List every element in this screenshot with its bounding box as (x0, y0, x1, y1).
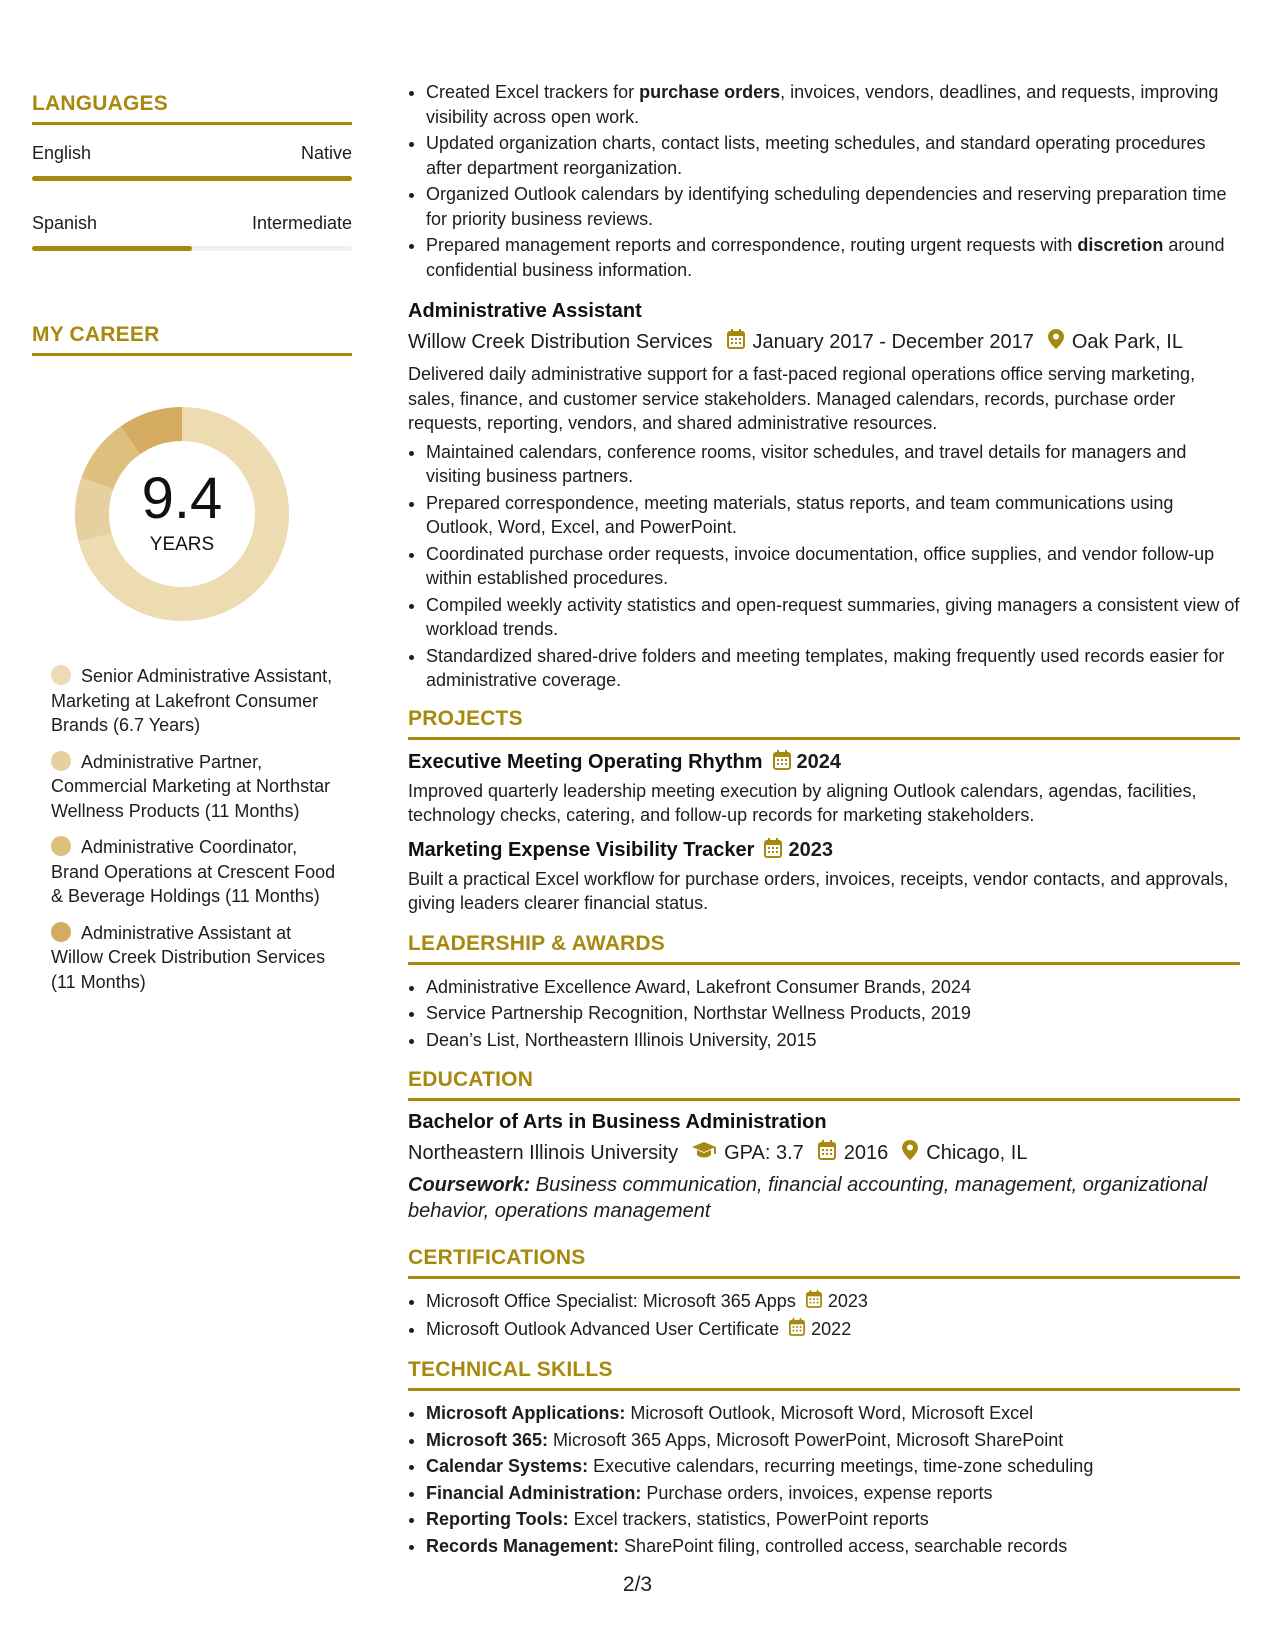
language-bar (32, 246, 352, 251)
list-item: • Created Excel trackers for purchase orders, invoices, vendors, deadlines, and requests, improving visibility across open work. (426, 80, 1240, 129)
legend-label: Administrative Assistant at Willow Creek Distribution Services (11 Months) (51, 922, 326, 992)
list-item: • Prepared management reports and correspondence, routing urgent requests with discretion around confidential business information. (426, 233, 1240, 282)
project-year: 2024 (796, 750, 842, 773)
education-year: 2016 (843, 1141, 889, 1164)
skills-title: TECHNICAL SKILLS (408, 1358, 1240, 1391)
education-meta (408, 1140, 1240, 1166)
coursework-label: Coursework: (408, 1174, 531, 1196)
list-item: • Microsoft Applications: Microsoft Outlook, Microsoft Word, Microsoft Excel (426, 1401, 1240, 1426)
job-entry (408, 300, 1240, 693)
career-title: MY CAREER (32, 323, 352, 356)
language-level: Intermediate (251, 213, 352, 233)
list-item: • Microsoft Office Specialist: Microsoft 365 Apps 2023 (426, 1289, 1240, 1315)
list-item: • Organized Outlook calendars by identifying scheduling dependencies and reserving preparation time for priority business reviews. (426, 182, 1240, 231)
page-number: 2/3 (622, 1573, 653, 1596)
right-column (408, 80, 1240, 1560)
list-item: • Microsoft Outlook Advanced User Certificate 2022 (426, 1317, 1240, 1343)
list-item: • Updated organization charts, contact lists, meeting schedules, and standard operating procedures after department reorganization. (426, 131, 1240, 180)
skills-list (408, 1401, 1240, 1558)
projects-section (408, 707, 1240, 916)
job-title: Administrative Assistant (408, 300, 642, 322)
career-donut-chart (66, 398, 298, 630)
job-bullets (408, 440, 1240, 693)
list-item: • Records Management: SharePoint filing, controlled access, searchable records (426, 1534, 1240, 1559)
career-legend-item (51, 835, 341, 909)
education-school: Northeastern Illinois University (408, 1141, 679, 1164)
leadership-list (408, 975, 1240, 1053)
education-title: EDUCATION (408, 1068, 1240, 1101)
job-company: Willow Creek Distribution Services (408, 330, 713, 353)
education-location: Chicago, IL (926, 1141, 1028, 1164)
career-total-years: 9.4 (141, 466, 223, 531)
location-pin-icon (1048, 329, 1064, 355)
project-description: Built a practical Excel workflow for purchase orders, invoices, receipts, vendor contacts, and approvals, giving leaders clearer financial status. (408, 868, 1229, 913)
skills-section (408, 1358, 1240, 1558)
education-coursework (408, 1172, 1240, 1224)
career-total-unit: YEARS (149, 534, 215, 555)
job-location: Oak Park, IL (1071, 330, 1183, 353)
calendar-icon (818, 1140, 836, 1166)
language-name: English (32, 143, 92, 163)
language-name: Spanish (32, 213, 98, 233)
language-bar-fill (32, 246, 192, 251)
list-item: • Service Partnership Recognition, Northstar Wellness Products, 2019 (426, 1001, 1240, 1026)
coursework-text: Business communication, financial accounting, management, organizational behavior, operations management (408, 1174, 1208, 1222)
projects-title: PROJECTS (408, 707, 1240, 740)
education-section (408, 1068, 1240, 1224)
list-item: • Administrative Excellence Award, Lakefront Consumer Brands, 2024 (426, 975, 1240, 1000)
graduation-cap-icon (692, 1141, 716, 1165)
project-entry (408, 750, 1240, 828)
languages-title: LANGUAGES (32, 92, 352, 125)
calendar-icon (727, 329, 745, 355)
calendar-icon (773, 750, 791, 775)
career-legend (32, 664, 352, 994)
job-meta (408, 329, 1240, 355)
job-dates: January 2017 - December 2017 (752, 330, 1034, 353)
left-column (32, 92, 352, 1006)
legend-dot (51, 836, 71, 856)
language-bar (32, 176, 352, 181)
legend-dot (51, 751, 71, 771)
list-item: • Standardized shared-drive folders and meeting templates, making frequently used records easier for administrative coverage. (426, 644, 1240, 693)
language-bar-fill (32, 176, 352, 181)
project-year: 2023 (788, 838, 833, 861)
previous-job-bullets (408, 80, 1240, 282)
project-name: Marketing Expense Visibility Tracker (408, 838, 755, 861)
calendar-icon (764, 838, 782, 863)
job-description: Delivered daily administrative support for a fast-paced regional operations office serving marketing, sales, finance, and customer service stakeholders. Managed calendars, records, purchase order requests, reporting, vendors, and shared administrative resources. (408, 364, 1196, 433)
list-item: • Financial Administration: Purchase orders, invoices, expense reports (426, 1481, 1240, 1506)
legend-label: Administrative Coordinator, Brand Operations at Crescent Food & Beverage Holdings (11 Months) (51, 837, 336, 906)
legend-dot (51, 922, 71, 942)
list-item: • Calendar Systems: Executive calendars, recurring meetings, time-zone scheduling (426, 1454, 1240, 1479)
legend-label: Administrative Partner, Commercial Marketing at Northstar Wellness Products (11 Months) (51, 751, 331, 821)
project-name: Executive Meeting Operating Rhythm (408, 750, 763, 773)
calendar-icon (789, 1318, 805, 1343)
career-legend-item (51, 750, 341, 824)
language-item-spanish (32, 213, 352, 251)
calendar-icon (806, 1290, 822, 1315)
certifications-list (408, 1289, 1240, 1342)
legend-dot (51, 665, 71, 685)
list-item: • Maintained calendars, conference rooms, visitor schedules, and travel details for managers and visiting business partners. (426, 440, 1240, 489)
location-pin-icon (902, 1140, 918, 1166)
list-item: • Prepared correspondence, meeting materials, status reports, and team communications using Outlook, Word, Excel, and PowerPoint. (426, 491, 1240, 540)
project-description: Improved quarterly leadership meeting execution by aligning Outlook calendars, agendas, facilities, technology checks, catering, and follow-up records for marketing stakeholders. (408, 780, 1197, 825)
list-item: • Reporting Tools: Excel trackers, statistics, PowerPoint reports (426, 1507, 1240, 1532)
list-item: • Microsoft 365: Microsoft 365 Apps, Microsoft PowerPoint, Microsoft SharePoint (426, 1428, 1240, 1453)
certifications-section (408, 1246, 1240, 1342)
career-legend-item (51, 664, 341, 738)
list-item: • Compiled weekly activity statistics and open-request summaries, giving managers a consistent view of workload trends. (426, 593, 1240, 642)
language-level: Native (300, 143, 352, 163)
leadership-title: LEADERSHIP & AWARDS (408, 932, 1240, 965)
legend-label: Senior Administrative Assistant, Marketing at Lakefront Consumer Brands (6.7 Years) (51, 666, 333, 735)
project-entry (408, 838, 1240, 916)
certifications-title: CERTIFICATIONS (408, 1246, 1240, 1279)
career-legend-item (51, 921, 341, 995)
list-item: • Dean’s List, Northeastern Illinois University, 2015 (426, 1028, 1240, 1053)
language-item-english (32, 143, 352, 181)
leadership-section (408, 932, 1240, 1053)
education-degree: Bachelor of Arts in Business Administration (408, 1111, 827, 1133)
education-gpa: GPA: 3.7 (724, 1141, 804, 1164)
list-item: • Coordinated purchase order requests, invoice documentation, office supplies, and vendor follow-up within established procedures. (426, 542, 1240, 591)
